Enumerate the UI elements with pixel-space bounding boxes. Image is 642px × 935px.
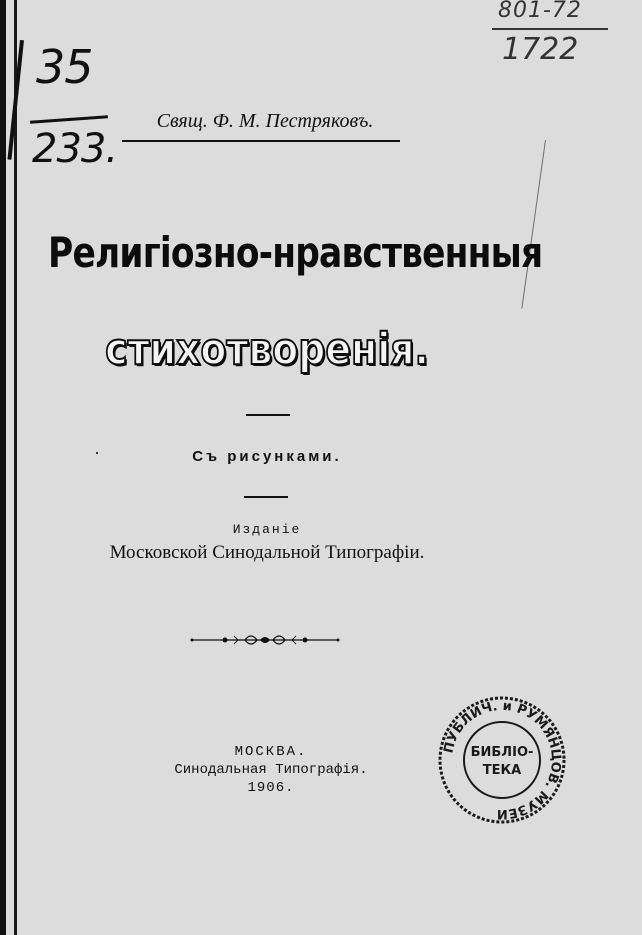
imprint-printer: Синодальная Типографія. <box>174 762 368 778</box>
svg-text:ПУБЛИЧ. и РУМЯНЦОВ. МУЗЕИ: ПУБЛИЧ. и РУМЯНЦОВ. МУЗЕИ <box>441 698 564 822</box>
author-name: Свящ. Ф. М. Пестряковъ. <box>156 110 374 132</box>
ornament-divider <box>190 630 340 650</box>
author-underline <box>122 140 400 142</box>
shelf-mark-divider <box>30 115 108 123</box>
svg-text:ТЕКА: ТЕКА <box>482 763 522 778</box>
imprint-city: МОСКВА. <box>234 744 308 760</box>
corner-note-rule <box>492 28 608 30</box>
svg-text:БИБЛІО-: БИБЛІО- <box>470 745 534 760</box>
corner-inventory-note <box>492 0 612 72</box>
shelf-mark <box>20 40 130 180</box>
title-line-1: Религіозно-нравственныя <box>48 228 543 277</box>
subtitle: Съ рисунками. <box>192 448 342 465</box>
shelf-mark-bottom: 233. <box>32 126 118 172</box>
imprint-year: 1906. <box>247 780 295 796</box>
edition-label: Изданіе <box>232 522 302 537</box>
corner-note-top: 801-72 <box>498 0 582 23</box>
pencil-mark <box>521 140 546 308</box>
rule-bottom <box>244 496 288 498</box>
rule-top <box>246 414 290 416</box>
library-stamp <box>436 694 568 826</box>
corner-note-number: 1722 <box>502 32 579 67</box>
publisher: Московской Синодальной Типографіи. <box>109 542 425 563</box>
shelf-mark-top: 35 <box>36 40 93 94</box>
title-line-2: стихотворенія. <box>105 324 429 375</box>
